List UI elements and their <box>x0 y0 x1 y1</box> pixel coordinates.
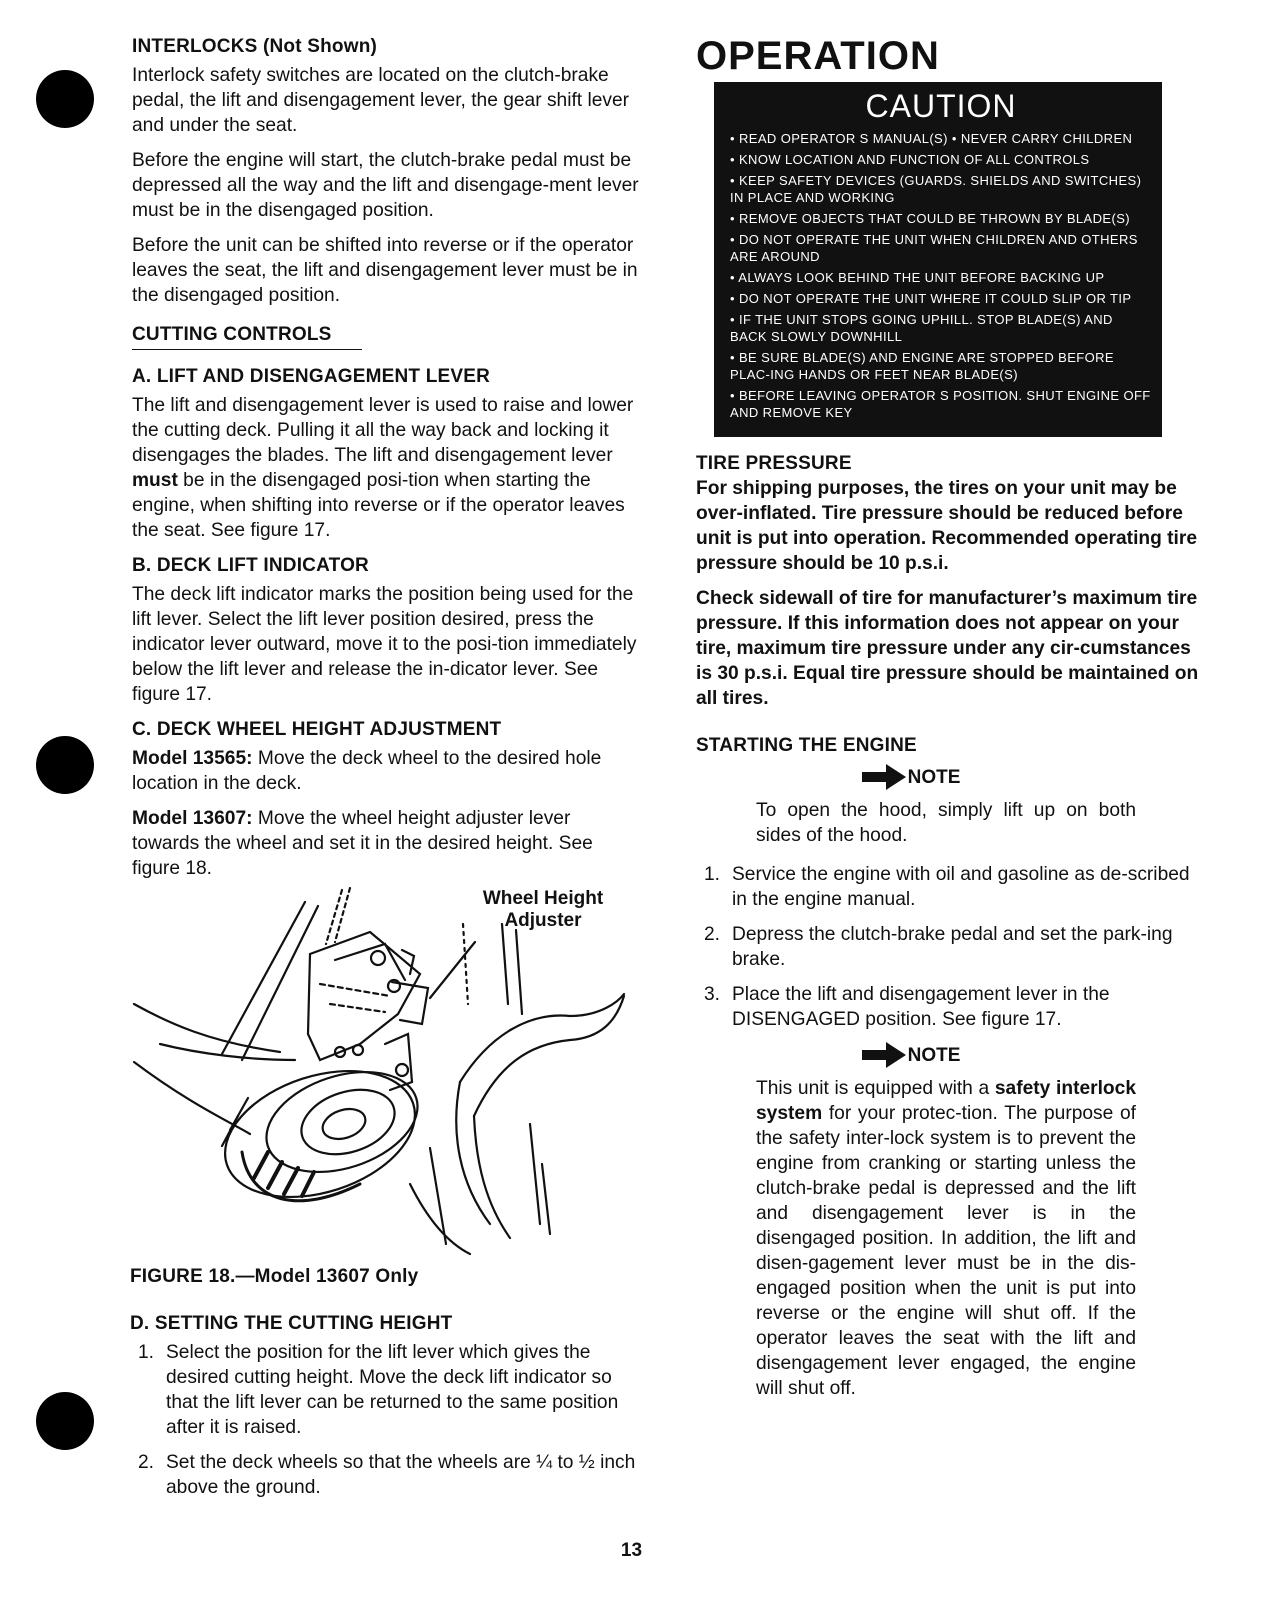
operation-title: OPERATION <box>696 34 940 78</box>
deck-wheel-heading: C. DECK WHEEL HEIGHT ADJUSTMENT <box>132 719 502 740</box>
wheel-height-adjuster-label <box>468 888 618 932</box>
cutting-height-section <box>130 1264 642 1510</box>
model-label: Model 13565: <box>132 748 253 769</box>
wheel-height-adjuster-illustration <box>130 884 630 1262</box>
lift-lever-paragraph <box>132 393 642 543</box>
right-column <box>696 34 1206 1401</box>
note-label: NOTE <box>907 1044 961 1066</box>
tire-pressure-heading: TIRE PRESSURE <box>696 453 852 474</box>
lift-lever-emphasis: must <box>132 470 178 491</box>
step-text: Depress the clutch-brake pedal and set the park-ing brake. <box>732 924 1173 970</box>
hole-punch <box>36 1392 94 1450</box>
tire-pressure-paragraph: Check sidewall of tire for manufacturer’s maximum tire pressure. If this information does not appear on your tire, maximum tire pressure under any cir-cumstances is 30 p.s.i. Equal tire pressure should be maintained on all tires. <box>696 588 1199 709</box>
note-text: This unit is equipped with a <box>756 1078 995 1099</box>
left-column <box>132 34 642 881</box>
list-item <box>130 1340 642 1440</box>
figure-label-line: Wheel Height <box>482 888 604 909</box>
model-text: Move the wheel height adjuster lever towards the wheel and set it in the desired height. See figure 18. <box>132 808 593 879</box>
step-number: 1. <box>138 1342 155 1363</box>
interlocks-paragraph: Interlock safety switches are located on the clutch-brake pedal, the lift and disengagement lever, the gear shift lever and under the seat. <box>132 65 630 136</box>
step-number: 1. <box>704 864 721 885</box>
caution-item: • DO NOT OPERATE THE UNIT WHEN CHILDREN AND OTHERS ARE AROUND <box>730 232 1138 264</box>
model-label: Model 13607: <box>132 808 253 829</box>
model-13607-paragraph <box>132 806 642 881</box>
step-text: Place the lift and disengagement lever in the DISENGAGED position. See figure 17. <box>732 984 1110 1030</box>
note-label: NOTE <box>907 766 961 788</box>
list-item <box>130 1450 642 1500</box>
safety-interlock-note <box>756 1076 1136 1401</box>
arrow-right-icon <box>862 764 906 790</box>
caution-item: • READ OPERATOR S MANUAL(S) • NEVER CARRY CHILDREN <box>730 131 1133 146</box>
cutting-controls-title: CUTTING CONTROLS <box>132 322 362 350</box>
step-number: 3. <box>704 984 721 1005</box>
caution-title: CAUTION <box>865 88 1017 124</box>
starting-engine-steps <box>696 862 1206 1032</box>
model-13565-paragraph <box>132 746 642 796</box>
note-emphasis: safety interlock system <box>756 1078 1136 1124</box>
note-text: To open the hood, simply lift up on both sides of the hood. <box>756 800 1136 846</box>
tire-pressure-paragraph: For shipping purposes, the tires on your unit may be over-inflated. Tire pressure should be reduced before unit is put into operation. Recommended operating tire pressure should be 10 p.s.i. <box>696 478 1198 574</box>
step-text: Service the engine with oil and gasoline as de-scribed in the engine manual. <box>732 864 1190 910</box>
step-number: 2. <box>138 1452 155 1473</box>
starting-engine-heading: STARTING THE ENGINE <box>696 735 917 756</box>
list-item <box>696 922 1206 972</box>
step-text: Select the position for the lift lever which gives the desired cutting height. Move the deck lift indicator so that the lift lever can be returned to the same position after it is raised. <box>166 1342 619 1438</box>
page-number: 13 <box>620 1540 643 1561</box>
figure-18 <box>130 884 630 1262</box>
note-callout <box>616 764 1206 790</box>
cutting-height-steps <box>130 1340 642 1500</box>
step-number: 2. <box>704 924 721 945</box>
cutting-controls-heading <box>132 322 642 350</box>
list-item <box>696 982 1206 1032</box>
caution-item: • REMOVE OBJECTS THAT COULD BE THROWN BY BLADE(S) <box>730 211 1131 226</box>
caution-item: • KNOW LOCATION AND FUNCTION OF ALL CONTROLS <box>730 152 1090 167</box>
cutting-height-heading: D. SETTING THE CUTTING HEIGHT <box>130 1313 453 1334</box>
note-text: for your protec-tion. The purpose of the safety inter-lock system is to prevent the engine from cranking or starting unless the clutch-brake pedal is depressed and the lift and disengagement lever is in the disengaged position. In addition, the lift and disen-gagement lever must be in the dis-engaged position when the unit is put into reverse or the engine will shut off. If the operator leaves the seat with the lift and disengagement lever engaged, the engine will shut off. <box>756 1103 1136 1399</box>
lift-lever-text: be in the disengaged posi-tion when starting the engine, when shifting into reverse or if the operator leaves the seat. See figure 17. <box>132 470 625 541</box>
note-callout <box>616 1042 1206 1068</box>
interlocks-heading: INTERLOCKS (Not Shown) <box>132 36 378 57</box>
interlocks-paragraph: Before the unit can be shifted into reverse or if the operator leaves the seat, the lift and disengagement lever must be in the disengaged position. <box>132 235 638 306</box>
caution-item: • KEEP SAFETY DEVICES (GUARDS. SHIELDS AND SWITCHES) IN PLACE AND WORKING <box>730 173 1142 205</box>
list-item <box>696 862 1206 912</box>
figure-label-line: Adjuster <box>504 910 582 931</box>
lift-lever-text: The lift and disengagement lever is used to raise and lower the cutting deck. Pulling it all the way back and locking it disengages the blades. The lift and disengagement lever <box>132 395 634 466</box>
caution-item: • IF THE UNIT STOPS GOING UPHILL. STOP BLADE(S) AND BACK SLOWLY DOWNHILL <box>730 312 1113 344</box>
hole-punch <box>36 70 94 128</box>
caution-item: • BEFORE LEAVING OPERATOR S POSITION. SHUT ENGINE OFF AND REMOVE KEY <box>730 388 1151 420</box>
figure-caption: FIGURE 18.—Model 13607 Only <box>130 1266 419 1287</box>
step-text: Set the deck wheels so that the wheels are ¼ to ½ inch above the ground. <box>166 1452 636 1498</box>
caution-box <box>714 82 1162 437</box>
model-text: Move the deck wheel to the desired hole location in the deck. <box>132 748 602 794</box>
hole-punch <box>36 736 94 794</box>
caution-item: • DO NOT OPERATE THE UNIT WHERE IT COULD SLIP OR TIP <box>730 291 1132 306</box>
caution-item: • BE SURE BLADE(S) AND ENGINE ARE STOPPED BEFORE PLAC-ING HANDS OR FEET NEAR BLADE(S) <box>730 350 1114 382</box>
lift-lever-heading: A. LIFT AND DISENGAGEMENT LEVER <box>132 366 491 387</box>
deck-lift-paragraph: The deck lift indicator marks the position being used for the lift lever. Select the lift lever position desired, press the indicator lever outward, move it to the posi-tion immediately below the lift lever and release the in-dicator lever. See figure 17. <box>132 584 637 705</box>
arrow-right-icon <box>862 1042 906 1068</box>
caution-item: • ALWAYS LOOK BEHIND THE UNIT BEFORE BACKING UP <box>730 270 1105 285</box>
interlocks-paragraph: Before the engine will start, the clutch-brake pedal must be depressed all the way and the lift and disengage-ment lever must be in the disengaged position. <box>132 150 639 221</box>
deck-lift-heading: B. DECK LIFT INDICATOR <box>132 555 369 576</box>
